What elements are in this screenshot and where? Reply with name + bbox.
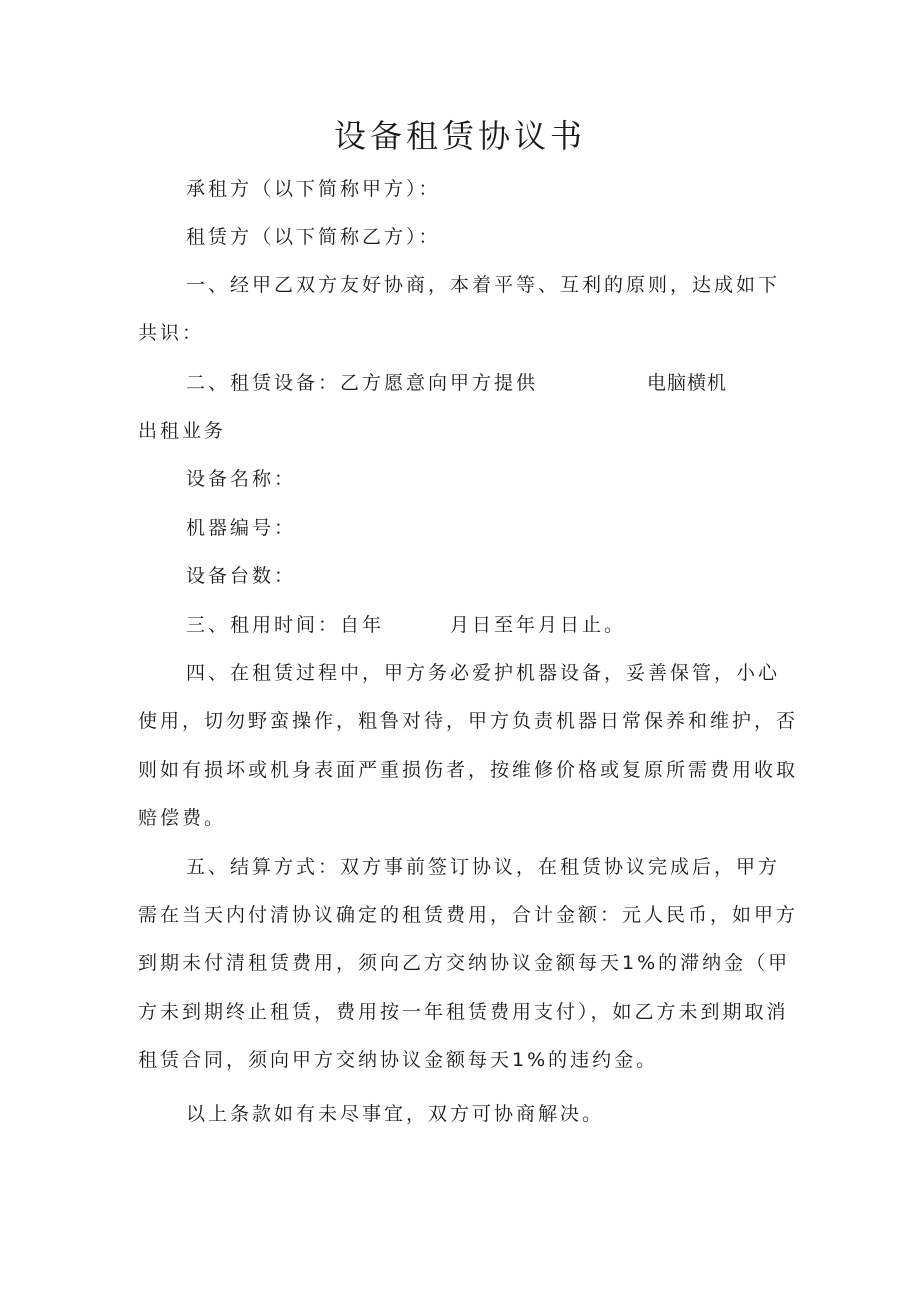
equipment-name-field: 设备名称：	[186, 468, 297, 490]
closing-line: 以上条款如有未尽事宜，双方可协商解决。	[186, 1103, 605, 1125]
clause3-line: 三、租用时间：自年 月日至年月日止。	[186, 614, 627, 636]
clause5-line3: 到期未付清租赁费用，须向乙方交纳协议金额每天1%的滞纳金（甲	[138, 952, 791, 974]
clause4-line1: 四、在租赁过程中，甲方务必爱护机器设备，妥善保管，小心	[186, 662, 781, 684]
clause4-line2: 使用，切勿野蛮操作，粗鲁对待，甲方负责机器日常保养和维护，否	[138, 710, 799, 732]
clause1-line1: 一、经甲乙双方友好协商，本着平等、互利的原则，达成如下	[186, 274, 781, 296]
lessor-line: 租赁方（以下简称乙方）：	[186, 226, 441, 248]
clause1-line2: 共识：	[138, 322, 205, 344]
clause2-device: 电脑横机	[647, 372, 728, 394]
document-title: 设备租赁协议书	[333, 117, 586, 155]
clause5-line5: 租赁合同，须向甲方交纳协议金额每天1%的违约金。	[138, 1049, 659, 1071]
clause2-line1: 二、租赁设备：乙方愿意向甲方提供	[186, 372, 539, 394]
clause5-line2: 需在当天内付清协议确定的租赁费用，合计金额：元人民币，如甲方	[138, 904, 799, 926]
equipment-count-field: 设备台数：	[186, 565, 297, 587]
clause2-line2: 出租业务	[138, 420, 227, 442]
clause4-line4: 赔偿费。	[138, 807, 227, 829]
lessee-line: 承租方（以下简称甲方）：	[186, 178, 441, 200]
machine-number-field: 机器编号：	[186, 517, 297, 539]
clause5-line4: 方未到期终止租赁，费用按一年租赁费用支付），如乙方未到期取消	[138, 1001, 789, 1023]
clause4-line3: 则如有损坏或机身表面严重损伤者，按维修价格或复原所需费用收取	[138, 759, 799, 781]
clause5-line1: 五、结算方式：双方事前签订协议，在租赁协议完成后，甲方	[186, 856, 781, 878]
